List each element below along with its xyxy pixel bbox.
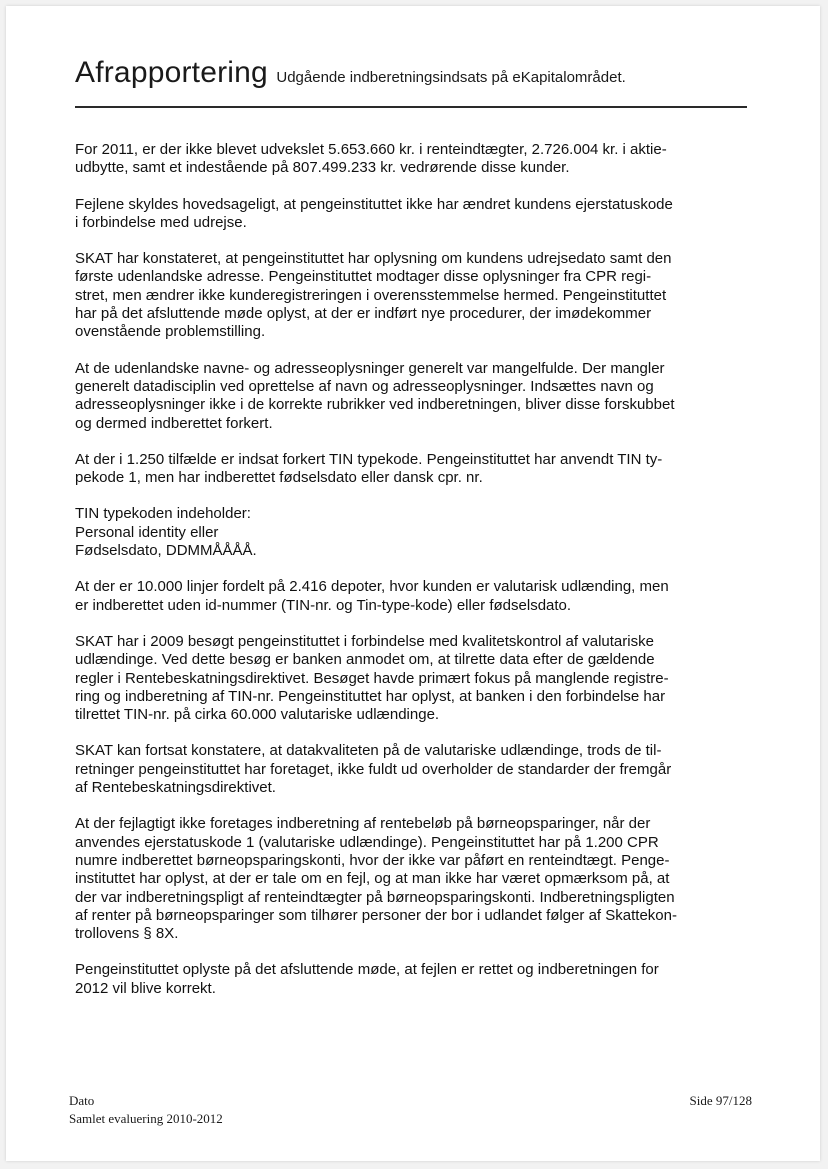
text-line: stret, men ændrer ikke kunderegistreringen i overensstemmelse hermed. Pengeinstituttet	[75, 286, 667, 304]
text-line: At de udenlandske navne- og adresseoplysninger generelt var mangelfulde. Der mangler	[75, 359, 665, 377]
text-line: i forbindelse med udrejse.	[75, 213, 247, 231]
text-line: Pengeinstituttet oplyste på det afsluttende møde, at fejlen er rettet og indberetningen for	[75, 961, 659, 979]
text-line: adresseoplysninger ikke i de korrekte rubrikker ved indberetningen, bliver disse forskubbet	[75, 396, 675, 414]
text-line: SKAT har konstateret, at pengeinstituttet har oplysning om kundens udrejsedato samt den	[75, 250, 672, 268]
text-line: og dermed indberettet forkert.	[75, 414, 273, 432]
text-line: instituttet har oplyst, at der er tale om en fejl, og at man ikke har været opmærksom på, at	[75, 870, 670, 888]
text-line: At der er 10.000 linjer fordelt på 2.416 depoter, hvor kunden er valutarisk udlænding, men	[75, 578, 669, 596]
text-line: numre indberettet børneopsparingskonti, hvor der ikke var påført en renteindtægt. Penge-	[75, 851, 670, 869]
text-line: retninger pengeinstituttet har foretaget, ikke fuldt ud overholder de standarder der fremgår	[75, 760, 672, 778]
text-line: ovenstående problemstilling.	[75, 323, 266, 341]
footer-page-number: Side 97/128	[689, 1093, 752, 1108]
text-line: tilrettet TIN-nr. på cirka 60.000 valutariske udlændinge.	[75, 706, 440, 724]
text-line: At der fejlagtigt ikke foretages indberetning af rentebeløb på børneopsparinger, når der	[75, 815, 651, 833]
text-line: generelt datadisciplin ved oprettelse af navn og adresseoplysninger. Indsættes navn og	[75, 377, 654, 395]
text-line: At der i 1.250 tilfælde er indsat forkert TIN typekode. Pengeinstituttet har anvendt TIN ty-	[75, 450, 663, 468]
text-line: udlændinge. Ved dette besøg er banken anmodet om, at tilrette data efter de gældende	[75, 651, 655, 669]
text-line: af renter på børneopsparinger som tilhører personer der bor i udlandet følger af Skattekon-	[75, 906, 677, 924]
page-title: Afrapportering	[75, 56, 268, 89]
text-line: er indberettet uden id-nummer (TIN-nr. og Tin-type-kode) eller fødselsdato.	[75, 596, 572, 614]
footer-document-name: Samlet evaluering 2010-2012	[69, 1111, 223, 1126]
text-line: af Rentebeskatningsdirektivet.	[75, 779, 276, 797]
body-text	[75, 141, 755, 1016]
text-line: har på det afsluttende møde oplyst, at der er indført nye procedurer, der imødekommer	[75, 305, 652, 323]
paragraph	[75, 961, 755, 998]
paragraph	[75, 451, 755, 488]
text-line: SKAT kan fortsat konstatere, at datakvaliteten på de valutariske udlændinge, trods de til-	[75, 742, 662, 760]
paragraph	[75, 196, 755, 233]
text-line: ring og indberetning af TIN-nr. Pengeinstituttet har oplyst, at banken i den forbindelse har	[75, 687, 666, 705]
paragraph	[75, 742, 755, 797]
page-subtitle: Udgående indberetningsindsats på eKapitalområdet.	[276, 69, 626, 86]
text-line: Personal identity eller	[75, 523, 219, 541]
footer-date-label: Dato	[69, 1093, 95, 1108]
paragraph	[75, 250, 755, 341]
document-page	[6, 6, 820, 1161]
text-line: trollovens § 8X.	[75, 925, 179, 943]
paragraph	[75, 633, 755, 724]
text-line: 2012 vil blive korrekt.	[75, 979, 216, 997]
text-line: første udenlandske adresse. Pengeinstituttet modtager disse oplysninger fra CPR regi-	[75, 268, 652, 286]
header-divider	[75, 106, 747, 108]
text-line: SKAT har i 2009 besøgt pengeinstituttet i forbindelse med kvalitetskontrol af valutariske	[75, 632, 654, 650]
paragraph	[75, 360, 755, 433]
text-line: For 2011, er der ikke blevet udvekslet 5.653.660 kr. i renteindtægter, 2.726.004 kr. i aktie-	[75, 141, 667, 158]
text-line: pekode 1, men har indberettet fødselsdato eller dansk cpr. nr.	[75, 469, 483, 487]
paragraph	[75, 141, 755, 178]
text-line: Fejlene skyldes hovedsageligt, at pengeinstituttet ikke har ændret kundens ejerstatuskode	[75, 195, 673, 213]
text-line: der var indberetningspligt af renteindtægter på børneopsparingskonti. Indberetningspligten	[75, 888, 675, 906]
paragraph	[75, 505, 755, 560]
text-line: TIN typekoden indeholder:	[75, 505, 251, 523]
text-line: regler i Rentebeskatningsdirektivet. Besøget havde primært fokus på manglende registre-	[75, 669, 669, 687]
text-line: udbytte, samt et indestående på 807.499.233 kr. vedrørende disse kunder.	[75, 159, 570, 177]
paragraph	[75, 815, 755, 943]
text-line: anvendes ejerstatuskode 1 (valutariske udlændinge). Pengeinstituttet har på 1.200 CPR	[75, 833, 659, 851]
page-header	[75, 56, 626, 90]
paragraph	[75, 578, 755, 615]
footer-left	[69, 1092, 223, 1128]
text-line: Fødselsdato, DDMMÅÅÅÅ.	[75, 542, 257, 560]
